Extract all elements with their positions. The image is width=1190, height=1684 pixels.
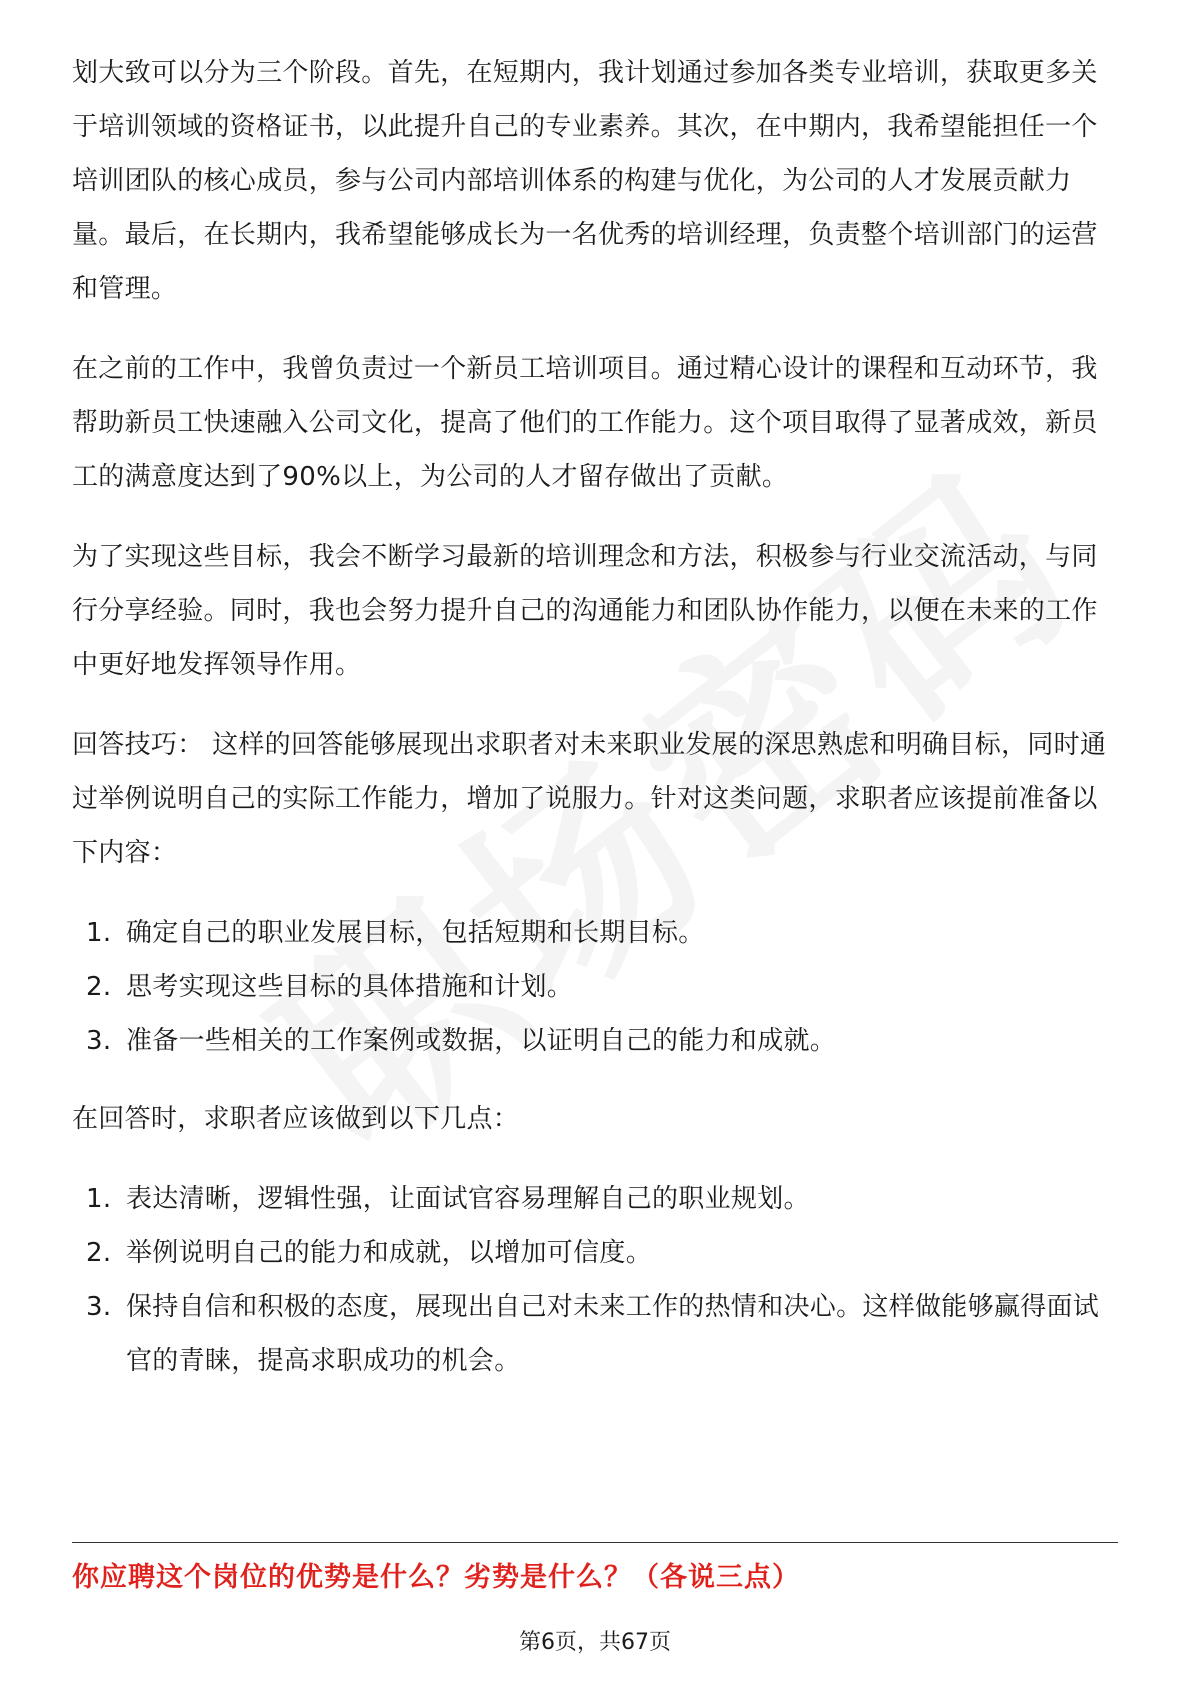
paragraph-goals: 为了实现这些目标，我会不断学习最新的培训理念和方法，积极参与行业交流活动，与同行分享经验。同时，我也会努力提升自己的沟通能力和团队协作能力，以便在未来的工作中更好地发挥领导作用。 (72, 542, 1098, 680)
list-item-number: 1. (86, 1184, 112, 1214)
list-item-number: 2. (86, 1238, 112, 1268)
list-item (72, 1172, 1118, 1226)
answer-points-list (72, 1172, 1118, 1388)
preparation-list (72, 906, 1118, 1068)
list-item-text: 表达清晰，逻辑性强，让面试官容易理解自己的职业规划。 (126, 1184, 810, 1214)
list-item (72, 1280, 1118, 1388)
list-item-text: 思考实现这些目标的具体措施和计划。 (126, 972, 574, 1002)
list-item-number: 3. (86, 1026, 112, 1056)
next-question-heading: 你应聘这个岗位的优势是什么？劣势是什么？（各说三点） (72, 1562, 800, 1593)
list-item-number: 3. (86, 1292, 112, 1322)
list-item (72, 906, 1118, 960)
list-item (72, 1014, 1118, 1068)
page-content (72, 46, 1118, 1412)
page-number-footer: 第6页，共67页 (519, 1630, 671, 1655)
paragraph-answer-intro: 在回答时，求职者应该做到以下几点： (72, 1104, 520, 1134)
list-item-text: 举例说明自己的能力和成就，以增加可信度。 (126, 1238, 653, 1268)
paragraph-previous-work: 在之前的工作中，我曾负责过一个新员工培训项目。通过精心设计的课程和互动环节，我帮助新员工快速融入公司文化，提高了他们的工作能力。这个项目取得了显著成效，新员工的满意度达到了90%以上，为公司的人才留存做出了贡献。 (72, 354, 1098, 492)
section-divider (72, 1542, 1118, 1543)
list-item-number: 1. (86, 918, 112, 948)
list-item-number: 2. (86, 972, 112, 1002)
paragraph-career-plan: 划大致可以分为三个阶段。首先，在短期内，我计划通过参加各类专业培训，获取更多关于培训领域的资格证书，以此提升自己的专业素养。其次，在中期内，我希望能担任一个培训团队的核心成员，参与公司内部培训体系的构建与优化，为公司的人才发展贡献力量。最后，在长期内，我希望能够成长为一名优秀的培训经理，负责整个培训部门的运营和管理。 (72, 58, 1098, 304)
list-item-text: 确定自己的职业发展目标，包括短期和长期目标。 (126, 918, 705, 948)
list-item-text: 准备一些相关的工作案例或数据，以证明自己的能力和成就。 (126, 1026, 837, 1056)
list-item (72, 960, 1118, 1014)
paragraph-answer-tips: 回答技巧： 这样的回答能够展现出求职者对未来职业发展的深思熟虑和明确目标，同时通过举例说明自己的实际工作能力，增加了说服力。针对这类问题，求职者应该提前准备以下内容： (72, 730, 1107, 868)
list-item (72, 1226, 1118, 1280)
list-item-text: 保持自信和积极的态度，展现出自己对未来工作的热情和决心。这样做能够赢得面试官的青睐，提高求职成功的机会。 (126, 1292, 1100, 1376)
